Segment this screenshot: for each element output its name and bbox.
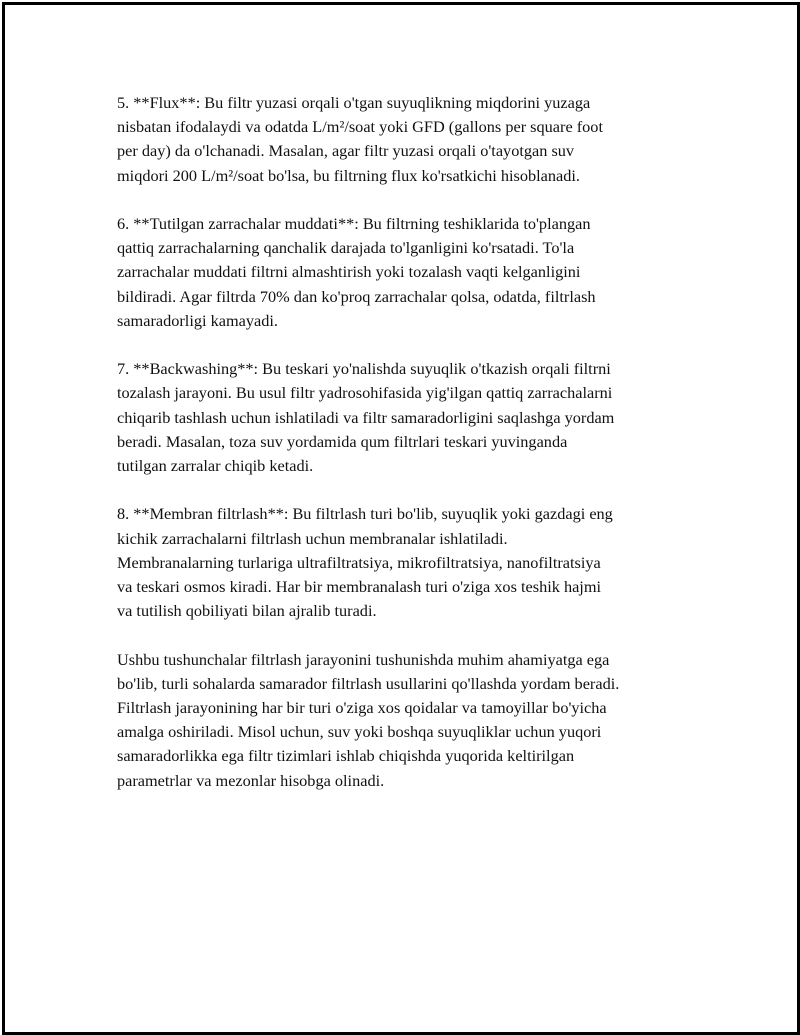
text-line: samaradorlikka ega filtr tizimlari ishlab chiqishda yuqorida keltirilgan — [117, 746, 575, 766]
paragraph-conclusion — [117, 648, 697, 793]
text-line: Ushbu tushunchalar filtrlash jarayonini tushunishda muhim ahamiyatga ega — [117, 649, 610, 669]
text-line: miqdori 200 L/m²/soat bo'lsa, bu filtrning flux ko'rsatkichi hisoblanadi. — [117, 165, 580, 185]
text-line: va tutilish qobiliyati bilan ajralib turadi. — [117, 601, 377, 621]
text-line: kichik zarrachalarni filtrlash uchun membranalar ishlatiladi. — [117, 528, 508, 548]
text-line: 8. **Membran filtrlash**: Bu filtrlash turi bo'lib, suyuqlik yoki gazdagi eng — [117, 504, 613, 524]
text-line: zarrachalar muddati filtrni almashtirish yoki tozalash vaqti kelganligini — [117, 262, 581, 282]
text-line: 5. **Flux**: Bu filtr yuzasi orqali o'tgan suyuqlikning miqdorini yuzaga — [117, 93, 591, 112]
text-line: bildiradi. Agar filtrda 70% dan ko'proq zarrachalar qolsa, odatda, filtrlash — [117, 286, 596, 306]
text-line: samaradorligi kamayadi. — [117, 310, 278, 330]
text-line: tozalash jarayoni. Bu usul filtr yadrosohifasida yig'ilgan qattiq zarrachalarni — [117, 383, 613, 403]
text-line: nisbatan ifodalaydi va odatda L/m²/soat yoki GFD (gallons per square foot — [117, 117, 603, 137]
document-body — [117, 91, 697, 817]
paragraph-membran-filtrlash — [117, 502, 697, 623]
text-line: 6. **Tutilgan zarrachalar muddati**: Bu filtrning teshiklarida to'plangan — [117, 214, 591, 233]
text-line: Membranalarning turlariga ultrafiltratsiya, mikrofiltratsiya, nanofiltratsiya — [117, 552, 601, 572]
text-line: bo'lib, turli sohalarda samarador filtrlash usullarini qo'llashda yordam beradi. — [117, 673, 620, 693]
text-line: per day) da o'lchanadi. Masalan, agar filtr yuzasi orqali o'tayotgan suv — [117, 141, 575, 161]
text-line: va teskari osmos kiradi. Har bir membranalash turi o'ziga xos teshik hajmi — [117, 577, 602, 597]
paragraph-tutilgan-zarrachalar — [117, 212, 697, 333]
text-line: beradi. Masalan, toza suv yordamida qum filtrlari teskari yuvinganda — [117, 431, 568, 451]
paragraph-flux — [117, 91, 697, 188]
text-line: amalga oshiriladi. Misol uchun, suv yoki boshqa suyuqliklar uchun yuqori — [117, 722, 602, 742]
text-line: qattiq zarrachalarning qanchalik darajada to'lganligini ko'rsatadi. To'la — [117, 238, 575, 258]
text-line: tutilgan zarralar chiqib ketadi. — [117, 456, 314, 476]
text-line: 7. **Backwashing**: Bu teskari yo'nalishda suyuqlik o'tkazish orqali filtrni — [117, 359, 611, 379]
text-line: chiqarib tashlash uchun ishlatiladi va filtr samaradorligini saqlashga yordam — [117, 407, 615, 427]
text-line: parametrlar va mezonlar hisobga olinadi. — [117, 770, 385, 790]
paragraph-backwashing — [117, 357, 697, 478]
text-line: Filtrlash jarayonining har bir turi o'ziga xos qoidalar va tamoyillar bo'yicha — [117, 698, 607, 718]
